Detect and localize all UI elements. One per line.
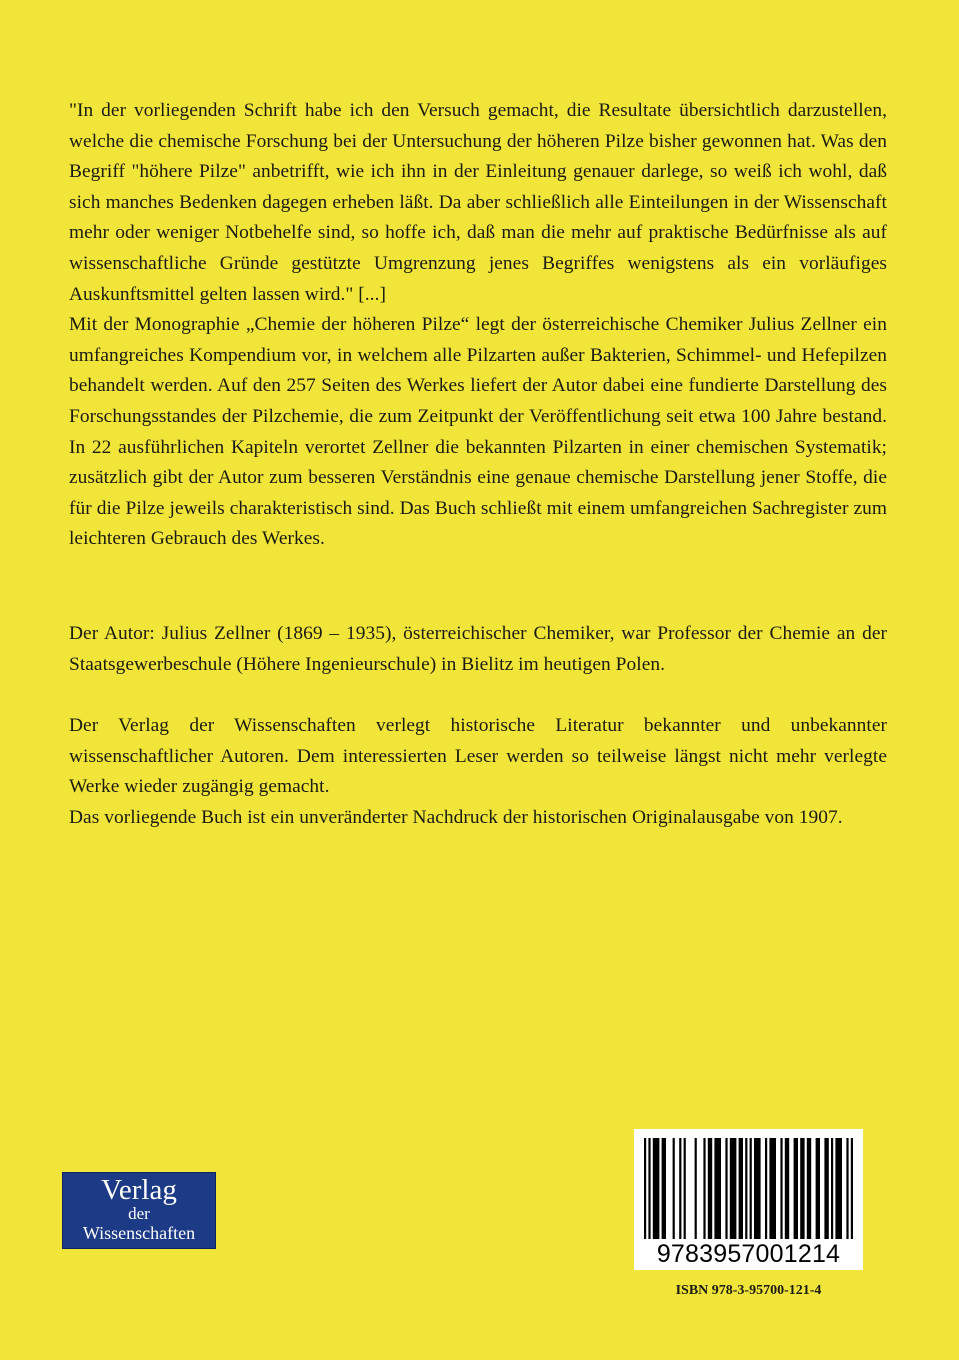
barcode-bar bbox=[807, 1138, 811, 1239]
barcode bbox=[634, 1129, 863, 1270]
book-description: Mit der Monographie „Chemie der höheren Pilze“ legt der österreichische Chemiker Julius Zellner ein umfangreiches Kompendium vor, in welchem alle Pilzarten außer Bakterien, Schimmel- und Hefepilzen behandelt werden. Auf den 257 Seiten des Werkes liefert der Autor dabei eine fundierte Darstellung des Forschungsstandes der Pilzchemie, die zum Zeitpunkt der Veröffentlichung seit etwa 100 Jahre bestand. In 22 ausführlichen Kapiteln verortet Zellner die bekannten Pilzarten in einer chemischen Systematik; zusätzlich gibt der Autor zum besseren Verständnis eine genaue chemische Darstellung jener Stoffe, die für die Pilze jeweils charakteristisch sind. Das Buch schließt mit einem umfangreichen Sachregister zum leichteren Gebrauch des Werkes. bbox=[69, 314, 887, 550]
barcode-bar bbox=[745, 1138, 747, 1239]
barcode-bar bbox=[714, 1138, 721, 1239]
barcode-bar bbox=[684, 1138, 686, 1239]
isbn-label: ISBN 978-3-95700-121-4 bbox=[675, 1283, 822, 1298]
barcode-number: 9783957001214 bbox=[656, 1240, 841, 1268]
barcode-bar bbox=[835, 1138, 842, 1239]
barcode-bar bbox=[765, 1138, 767, 1239]
logo-text-verlag: Verlag bbox=[101, 1174, 177, 1206]
publisher-about: Der Verlag der Wissenschaften verlegt historische Literatur bekannter und unbekannter wissenschaftlicher Autoren. Dem interessierten Leser werden so teilweise längst nicht mehr verlegte Werke wieder zugängig gemacht. bbox=[69, 715, 887, 798]
barcode-bar bbox=[725, 1138, 727, 1239]
intro-quote: "In der vorliegenden Schrift habe ich den Versuch gemacht, die Resultate übersichtlich darzustellen, welche die chemische Forschung bei der Untersuchung der höheren Pilze bisher gewonnen hat. Was den Begriff "höhere Pilze" anbetrifft, wie ich ihn in der Einleitung genauer darlege, so weiß ich wohl, daß sich manches Bedenken dagegen erheben läßt. Da aber schließlich alle Einteilungen in der Wissenschaft mehr oder weniger Notbehelfe sind, so hoffe ich, daß man die mehr auf praktische Bedürfnisse als auf wissenschaftliche Gründe gestützte Umgrenzung jenes Begriffes wenigstens als ein vorläufiges Auskunftsmittel gelten lassen wird." [...] bbox=[69, 100, 887, 305]
logo-text-der: der bbox=[128, 1204, 150, 1223]
barcode-bar bbox=[800, 1138, 804, 1239]
barcode-bar bbox=[754, 1138, 761, 1239]
barcode-bar bbox=[785, 1138, 789, 1239]
barcode-bar bbox=[679, 1138, 681, 1239]
barcode-bar bbox=[750, 1138, 752, 1239]
barcode-bar bbox=[708, 1138, 712, 1239]
barcode-bar bbox=[824, 1138, 828, 1239]
barcode-bar bbox=[653, 1138, 660, 1239]
barcode-bar bbox=[846, 1138, 848, 1239]
barcode-bar bbox=[780, 1138, 782, 1239]
barcode-bar bbox=[794, 1138, 798, 1239]
barcode-bar bbox=[703, 1138, 705, 1239]
barcode-bar bbox=[644, 1138, 646, 1239]
author-bio: Der Autor: Julius Zellner (1869 – 1935), österreichischer Chemiker, war Professor der Chemie an der Staatsgewerbeschule (Höhere Ingenieurschule) in Bielitz im heutigen Polen. bbox=[69, 623, 887, 675]
author-section bbox=[69, 619, 887, 680]
barcode-bar bbox=[673, 1138, 675, 1239]
barcode-bar bbox=[662, 1138, 666, 1239]
barcode-bar bbox=[730, 1138, 737, 1239]
intro-section bbox=[69, 96, 887, 555]
barcode-bar bbox=[695, 1138, 697, 1239]
barcode-bar bbox=[816, 1138, 820, 1239]
barcode-bar bbox=[739, 1138, 743, 1239]
barcode-bar bbox=[769, 1138, 776, 1239]
logo-text-wissenschaften: Wissenschaften bbox=[82, 1223, 196, 1243]
barcode-bar bbox=[648, 1138, 650, 1239]
barcode-bar bbox=[851, 1138, 853, 1239]
barcode-bar bbox=[831, 1138, 833, 1239]
publisher-section bbox=[69, 711, 887, 833]
reprint-note: Das vorliegende Buch ist ein unveränderter Nachdruck der historischen Originalausgabe von 1907. bbox=[69, 806, 843, 828]
publisher-logo bbox=[62, 1172, 216, 1249]
